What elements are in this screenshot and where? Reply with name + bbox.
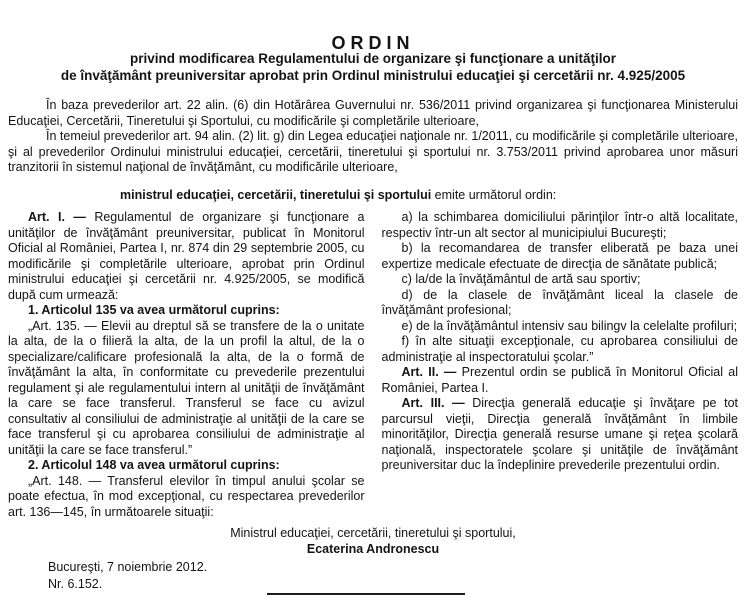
art-148-quote-text: „Art. 148. — Transferul elevilor în timpul anului şcolar se poate efectua, în mod excepţional, cu respectarea prevederilor art. 136—145, în următoarele situaţii: (8, 473, 365, 519)
preamble (8, 98, 738, 176)
signature-block (8, 525, 738, 557)
art-2-text: Prezentul ordin se publică în Monitorul Oficial al României, Partea I. (381, 365, 738, 395)
left-column (8, 210, 365, 520)
art-2-paragraph (382, 365, 739, 396)
letter-b-text: b) la recomandarea de transfer eliberată pe baza unei expertize medicale efectuate de direcţia de sănătate publică; (381, 241, 738, 271)
enacting-authority: ministrul educaţiei, cercetării, tineretului şi sportului (120, 187, 432, 202)
preamble-paragraph-1: În baza prevederilor art. 22 alin. (6) din Hotărârea Guvernului nr. 536/2011 privind organizarea şi funcţionarea Ministerului Educaţiei, Cercetării, Tineretului şi Sportului, cu modificările şi completările ulterioare, (8, 98, 738, 128)
letter-a-text: a) la schimbarea domiciliului părinţilor într-o altă localitate, respectiv într-un alt sector al municipiului Bucureşti; (381, 210, 738, 240)
enacting-action: emite următorul ordin: (431, 187, 557, 202)
document-header (8, 33, 738, 84)
art-3-label: Art. III. — (401, 396, 473, 410)
letter-f-item (382, 334, 739, 365)
art-1-paragraph (8, 210, 365, 303)
point-2-heading-text: 2. Articolul 148 va avea următorul cuprins: (28, 458, 280, 472)
minister-title-line: Ministrul educaţiei, cercetării, tineretului şi sportului, (230, 526, 516, 540)
letter-b-item (382, 241, 739, 272)
issue-place-date: Bucureşti, 7 noiembrie 2012. (48, 560, 208, 574)
art-148-quote-intro (8, 474, 365, 521)
art-135-quote-text: „Art. 135. — Elevii au dreptul să se transfere de la o unitate la alta, de la o filieră la alta, de la un profil la altul, de la o specializare/calificare profesională la alta, de la o formă de învăţământ la alta, în conformitate cu prevederile prezentului regulament şi ale regulamentului intern al unităţii de învăţământ la care se face transferul. Transferul se face cu avizul consultativ al consiliului de administraţie al unităţii de la care se face transferul şi cu aprobarea consiliului de administraţie al unităţii la care se face transferul.” (8, 318, 365, 457)
letter-d-item (382, 288, 739, 319)
letter-e-item (382, 319, 739, 335)
issue-details (48, 559, 738, 592)
order-title: ORDIN (331, 33, 415, 53)
letter-c-text: c) la/de la învăţământul de artă sau sportiv; (401, 272, 641, 286)
letter-e-text: e) de la învăţământul intensiv sau bilingv la celelalte profiluri; (401, 318, 738, 333)
letter-c-item (382, 272, 739, 288)
art-3-paragraph (382, 396, 739, 474)
minister-name: Ecaterina Andronescu (306, 542, 440, 556)
art-135-quote (8, 319, 365, 459)
end-divider (267, 593, 465, 595)
point-1-heading-text: 1. Articolul 135 va avea următorul cuprins: (28, 303, 280, 317)
art-1-label: Art. I. — (28, 210, 95, 224)
preamble-paragraph-2: În temeiul prevederilor art. 94 alin. (2) lit. g) din Legea educaţiei naţionale nr. 1/2011, cu modificările şi completările ulterioare, şi al prevederilor Ordinului ministrului educaţiei, cercetării, tineretului şi sportului nr. 3.753/2011 privind aprobarea unor măsuri tranzitorii în sistemul naţional de învăţământ, cu modificările ulterioare, (8, 129, 738, 174)
order-number: Nr. 6.152. (48, 576, 103, 591)
point-1-heading (8, 303, 365, 319)
document-body-columns (8, 210, 738, 520)
letter-d-text: d) de la clasele de învăţământ liceal la clasele de învăţământ profesional; (381, 287, 738, 317)
right-column (382, 210, 739, 520)
letter-a-item (382, 210, 739, 241)
art-2-label: Art. II. — (401, 365, 462, 379)
order-subtitle-line1: privind modificarea Regulamentului de organizare şi funcţionare a unităţilor (129, 51, 617, 66)
letter-f-text: f) în alte situaţii excepţionale, cu aprobarea consiliului de administraţie al inspectoratului şcolar.” (381, 334, 738, 364)
point-2-heading (8, 458, 365, 474)
enacting-clause (120, 188, 738, 204)
art-1-text: Regulamentul de organizare şi funcţionare a unităţilor de învăţământ preuniversitar, publicat în Monitorul Oficial al României, Partea I, nr. 874 din 29 septembrie 2005, cu modificările şi completările ulterioare, aprobat prin Ordinul ministrului educaţiei şi cercetării nr. 4.925/2005, se modifică după cum urmează: (8, 210, 365, 302)
order-subtitle-line2: de învăţământ preuniversitar aprobat prin Ordinul ministrului educaţiei şi cercetării nr. 4.925/2005 (60, 68, 686, 83)
art-3-text: Direcţia generală educaţie şi învăţare pe tot parcursul vieţii, Direcţia generală învăţământ în limbile minorităţilor, Direcţia generală resurse umane şi reţea şcolară naţională, inspectoratele şcolare şi unităţile de învăţământ preuniversitar duc la îndeplinire prevederile prezentului ordin. (381, 396, 738, 472)
